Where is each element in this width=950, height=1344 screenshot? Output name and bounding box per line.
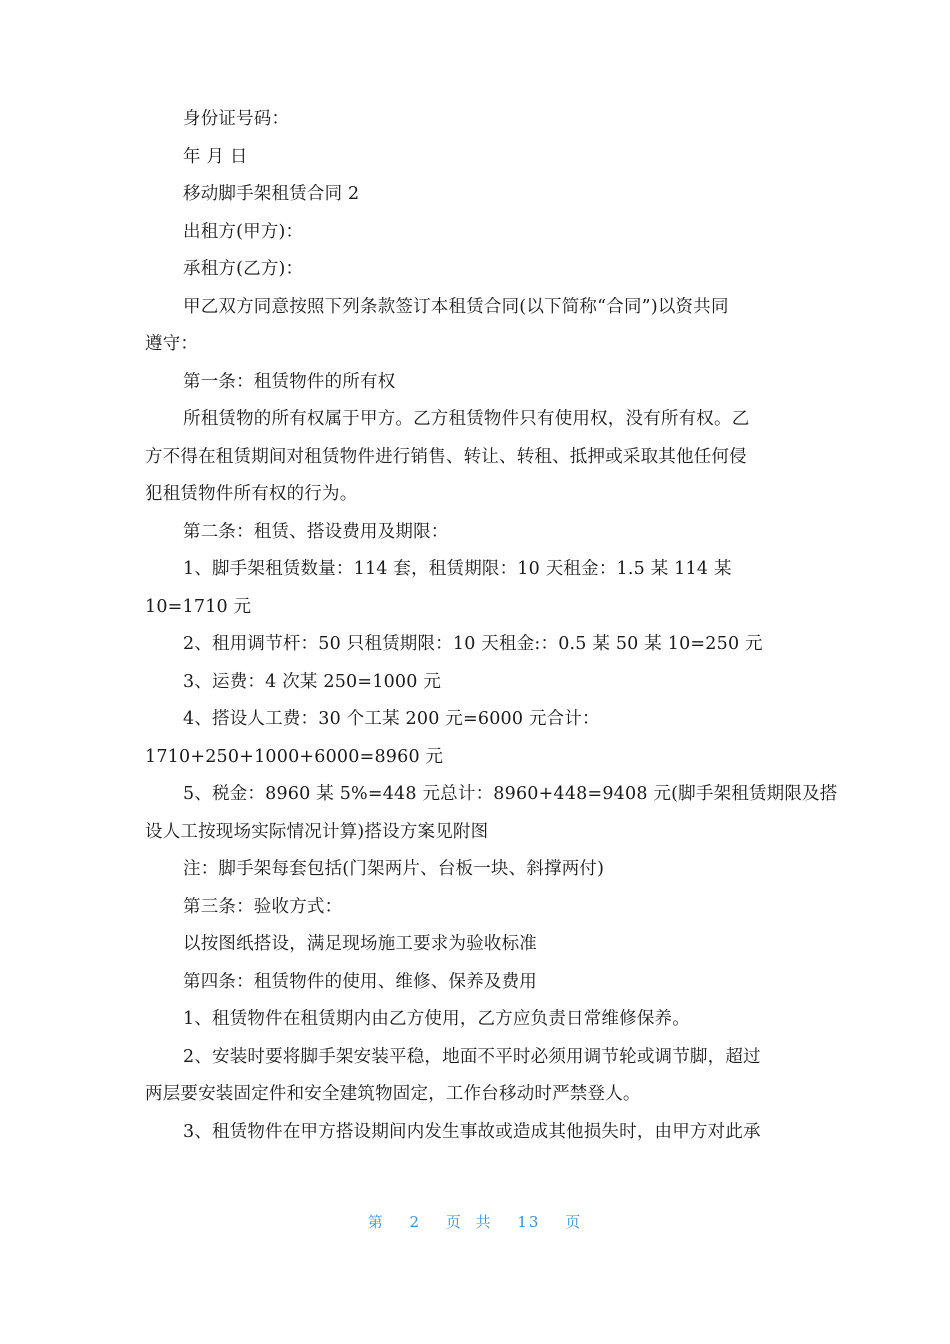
paragraph-line: 1、租赁物件在租赁期内由乙方使用，乙方应负责日常维修保养。 (183, 1009, 690, 1029)
article-heading-4: 第四条：租赁物件的使用、维修、保养及费用 (183, 971, 537, 992)
total-pages: 13 (517, 1213, 541, 1231)
paragraph-line: 遵守： (145, 334, 199, 354)
paragraph-line: 1、脚手架租赁数量：114 套，租赁期限：10 天租金：1.5 某 114 某 (183, 559, 732, 579)
paragraph-line: 1710+250+1000+6000=8960 元 (145, 746, 444, 767)
text-line-lessee: 承租方(乙方)： (183, 259, 304, 279)
text-line-id-number: 身份证号码： (183, 109, 290, 129)
page-label: 第 (367, 1213, 385, 1231)
note-line: 注：脚手架每套包括(门架两片、台板一块、斜撑两付) (183, 859, 605, 879)
paragraph-line: 两层要安装固定件和安全建筑物固定，工作台移动时严禁登人。 (145, 1084, 641, 1104)
text-line-lessor: 出租方(甲方)： (183, 221, 304, 242)
page-suffix: 页 (565, 1213, 583, 1231)
article-heading-1: 第一条：租赁物件的所有权 (183, 371, 396, 392)
paragraph-line: 所租赁物的所有权属于甲方。乙方租赁物件只有使用权，没有所有权。乙 (183, 409, 750, 429)
page-number: 2 (409, 1213, 422, 1231)
page-of-label: 页 共 (445, 1213, 493, 1231)
contract-title: 移动脚手架租赁合同 2 (183, 184, 360, 204)
article-heading-2: 第二条：租赁、搭设费用及期限： (183, 521, 449, 542)
paragraph-line: 5、税金：8960 某 5%=448 元总计：8960+448=9408 元(脚手架租赁期限及搭 (183, 784, 838, 804)
paragraph-line: 设人工按现场实际情况计算)搭设方案见附图 (145, 821, 489, 842)
paragraph-line: 以按图纸搭设，满足现场施工要求为验收标准 (183, 934, 537, 954)
paragraph-line: 犯租赁物件所有权的行为。 (145, 484, 358, 504)
article-heading-3: 第三条：验收方式： (183, 896, 343, 917)
paragraph-line: 3、租赁物件在甲方搭设期间内发生事故或造成其他损失时，由甲方对此承 (183, 1121, 761, 1142)
paragraph-line: 2、租用调节杆：50 只租赁期限：10 天租金:：0.5 某 50 某 10=250 元 (183, 634, 763, 654)
page-footer (0, 1211, 950, 1232)
paragraph-line: 3、运费：4 次某 250=1000 元 (183, 671, 442, 692)
paragraph-line: 方不得在租赁期间对租赁物件进行销售、转让、转租、抵押或采取其他任何侵 (145, 446, 747, 467)
document-body (145, 101, 838, 1151)
paragraph-line: 4、搭设人工费：30 个工某 200 元=6000 元合计： (183, 709, 600, 729)
paragraph-line: 2、安装时要将脚手架安装平稳，地面不平时必须用调节轮或调节脚，超过 (183, 1046, 761, 1067)
paragraph-line: 10=1710 元 (145, 596, 252, 617)
text-line-date: 年 月 日 (183, 146, 248, 167)
paragraph-line: 甲乙双方同意按照下列条款签订本租赁合同(以下简称“合同”)以资共同 (183, 296, 729, 317)
